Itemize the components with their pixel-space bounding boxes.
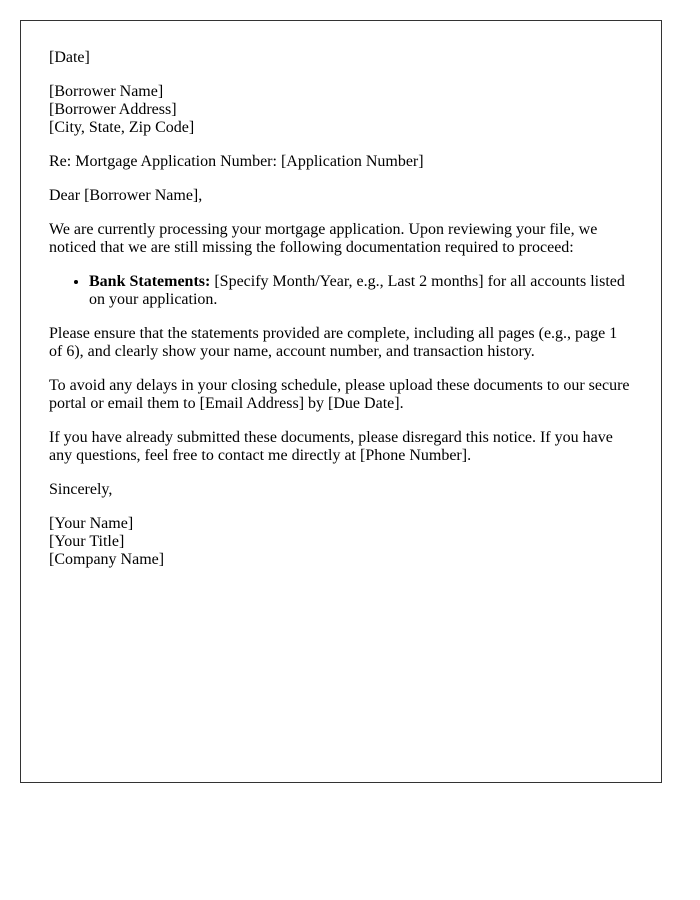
contact-paragraph: If you have already submitted these documents, please disregard this notice. If you have any questions, feel free to contact me directly at [Phone Number]. bbox=[49, 429, 613, 464]
recipient-name: [Borrower Name] bbox=[49, 83, 164, 100]
item-text: [Specify Month/Year, e.g., Last 2 months] for all accounts listed on your application. bbox=[89, 273, 625, 308]
closing: Sincerely, bbox=[49, 481, 113, 498]
item-label: Bank Statements: bbox=[89, 273, 211, 290]
recipient-address: [Borrower Address] bbox=[49, 101, 177, 118]
salutation: Dear [Borrower Name], bbox=[49, 187, 203, 204]
upload-paragraph: To avoid any delays in your closing schedule, please upload these documents to our secure portal or email them to [Email Address] by [Due Date]. bbox=[49, 377, 630, 412]
date: [Date] bbox=[49, 49, 90, 66]
signature-name: [Your Name] bbox=[49, 515, 134, 532]
letter bbox=[20, 20, 662, 783]
statements-paragraph: Please ensure that the statements provided are complete, including all pages (e.g., page 1 of 6), and clearly show your name, account number, and transaction history. bbox=[49, 325, 618, 360]
signature-block bbox=[49, 515, 633, 569]
intro-paragraph: We are currently processing your mortgage application. Upon reviewing your file, we noticed that we are still missing the following documentation required to proceed: bbox=[49, 221, 598, 256]
recipient-block bbox=[49, 83, 633, 137]
subject-line: Re: Mortgage Application Number: [Application Number] bbox=[49, 153, 424, 170]
recipient-city-state-zip: [City, State, Zip Code] bbox=[49, 119, 195, 136]
signature-company: [Company Name] bbox=[49, 551, 165, 568]
list-item bbox=[89, 273, 633, 309]
signature-title: [Your Title] bbox=[49, 533, 125, 550]
missing-documents-list bbox=[49, 273, 633, 309]
